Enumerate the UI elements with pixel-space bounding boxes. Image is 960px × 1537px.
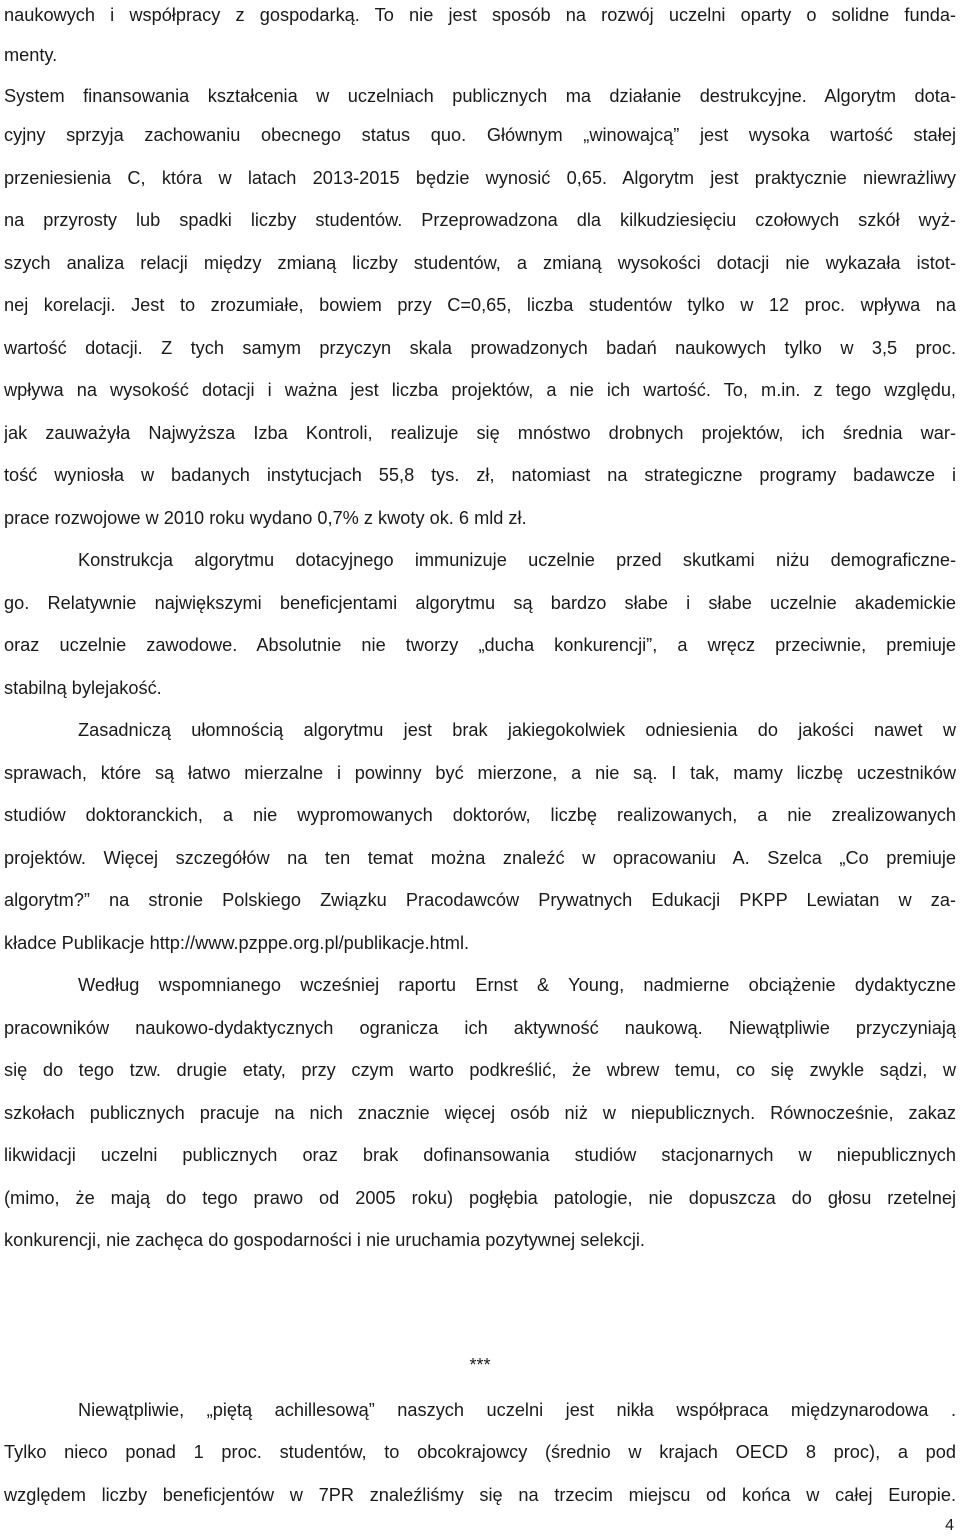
section-separator: *** (469, 1355, 491, 1375)
text-line: menty. (4, 45, 58, 65)
text-line: likwidacji uczelni publicznych oraz brak dofinansowania studiów stacjonarnych w niepublicznych (4, 1145, 956, 1165)
text-line: się do tego tzw. drugie etaty, przy czym warto podkreślić, że wbrew temu, co się zwykle sądzi, w (4, 1060, 956, 1080)
text-line: konkurencji, nie zachęca do gospodarności i nie uruchamia pozytywnej selekcji. (4, 1230, 645, 1250)
text-line: wpływa na wysokość dotacji i ważna jest liczba projektów, a nie ich wartość. To, m.in. z tego względu, (4, 380, 956, 400)
text-line: System finansowania kształcenia w uczelniach publicznych ma działanie destrukcyjne. Algorytm dota- (4, 86, 956, 106)
text-line: Według wspomnianego wcześniej raportu Ernst & Young, nadmierne obciążenie dydaktyczne (78, 975, 956, 995)
text-line: Tylko nieco ponad 1 proc. studentów, to obcokrajowcy (średnio w krajach OECD 8 proc), a pod (4, 1442, 956, 1462)
text-line: stabilną bylejakość. (4, 678, 162, 698)
text-line: szkołach publicznych pracuje na nich znacznie więcej osób niż w niepublicznych. Równocześnie, zakaz (4, 1103, 956, 1123)
text-line: nej korelacji. Jest to zrozumiałe, bowiem przy C=0,65, liczba studentów tylko w 12 proc. wpływa na (4, 295, 956, 315)
page-number: 4 (945, 1517, 954, 1534)
text-line: studiów doktoranckich, a nie wypromowanych doktorów, liczbę realizowanych, a nie zrealizowanych (4, 805, 956, 825)
text-line: prace rozwojowe w 2010 roku wydano 0,7% z kwoty ok. 6 mld zł. (4, 508, 527, 528)
text-line: go. Relatywnie największymi beneficjentami algorytmu są bardzo słabe i słabe uczelnie akademickie (4, 593, 956, 613)
text-line: kładce Publikacje http://www.pzppe.org.pl/publikacje.html. (4, 933, 470, 953)
text-line: sprawach, które są łatwo mierzalne i powinny być mierzone, a nie są. I tak, mamy liczbę uczestników (4, 763, 956, 783)
text-line: jak zauważyła Najwyższa Izba Kontroli, realizuje się mnóstwo drobnych projektów, ich średnia war- (4, 423, 956, 443)
text-line: na przyrosty lub spadki liczby studentów. Przeprowadzona dla kilkudziesięciu czołowych szkół wyż- (4, 210, 956, 230)
text-line: przeniesienia C, która w latach 2013-2015 będzie wynosić 0,65. Algorytm jest praktycznie niewrażliwy (4, 168, 956, 188)
text-line: szych analiza relacji między zmianą liczby studentów, a zmianą wysokości dotacji nie wykazała istot- (4, 253, 956, 273)
text-line: naukowych i współpracy z gospodarką. To nie jest sposób na rozwój uczelni oparty o solidne funda- (4, 5, 956, 25)
text-line: Zasadniczą ułomnością algorytmu jest brak jakiegokolwiek odniesienia do jakości nawet w (78, 720, 956, 740)
text-line: algorytm?” na stronie Polskiego Związku Pracodawców Prywatnych Edukacji PKPP Lewiatan w za- (4, 890, 956, 910)
text-line: tość wyniosła w badanych instytucjach 55,8 tys. zł, natomiast na strategiczne programy badawcze i (4, 465, 956, 485)
text-line: względem liczby beneficjentów w 7PR znaleźliśmy się na trzecim miejscu od końca w całej Europie. (4, 1485, 956, 1505)
text-line: projektów. Więcej szczegółów na ten temat można znaleźć w opracowaniu A. Szelca „Co premiuje (4, 848, 956, 868)
text-line: (mimo, że mają do tego prawo od 2005 roku) pogłębia patologie, nie dopuszcza do głosu rzetelnej (4, 1188, 956, 1208)
text-line: Konstrukcja algorytmu dotacyjnego immunizuje uczelnie przed skutkami niżu demograficzne- (78, 550, 956, 570)
text-line: wartość dotacji. Z tych samym przyczyn skala prowadzonych badań naukowych tylko w 3,5 proc. (4, 338, 956, 358)
text-line: oraz uczelnie zawodowe. Absolutnie nie tworzy „ducha konkurencji”, a wręcz przeciwnie, premiuje (4, 635, 956, 655)
text-line: pracowników naukowo-dydaktycznych ogranicza ich aktywność naukową. Niewątpliwie przyczyniają (4, 1018, 956, 1038)
text-line: cyjny sprzyja zachowaniu obecnego status quo. Głównym „winowajcą” jest wysoka wartość stałej (4, 125, 956, 145)
text-line: Niewątpliwie, „piętą achillesową” naszych uczelni jest nikła współpraca międzynarodowa . (78, 1400, 956, 1420)
